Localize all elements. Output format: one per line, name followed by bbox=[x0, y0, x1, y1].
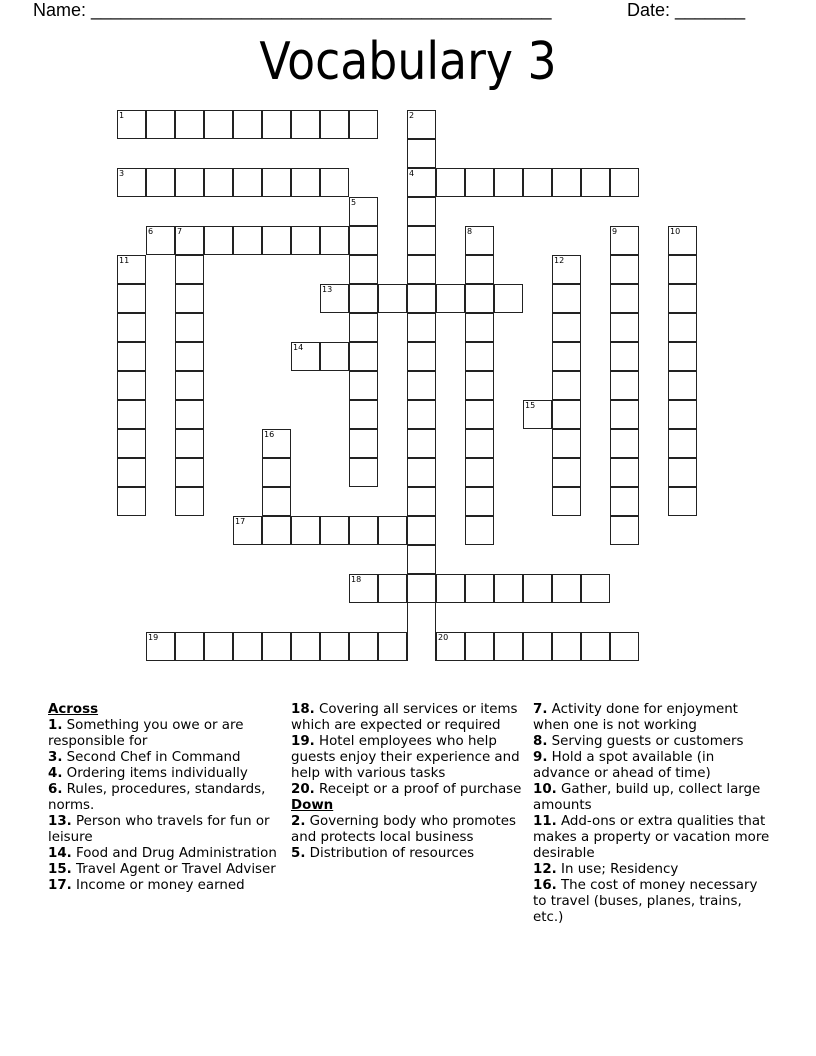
grid-cell[interactable] bbox=[465, 226, 494, 255]
grid-cell[interactable] bbox=[668, 458, 697, 487]
grid-cell[interactable] bbox=[349, 458, 378, 487]
grid-cell[interactable] bbox=[407, 371, 436, 400]
grid-cell[interactable] bbox=[349, 632, 378, 661]
grid-cell[interactable] bbox=[262, 168, 291, 197]
grid-cell[interactable] bbox=[465, 516, 494, 545]
clue-across bbox=[48, 782, 288, 814]
clue-text: Food and Drug Administration bbox=[76, 846, 277, 861]
grid-cell[interactable] bbox=[233, 226, 262, 255]
grid-cell[interactable] bbox=[117, 284, 146, 313]
grid-cell[interactable] bbox=[610, 429, 639, 458]
grid-cell[interactable] bbox=[610, 487, 639, 516]
grid-cell[interactable] bbox=[552, 342, 581, 371]
clue-number: 18. bbox=[291, 702, 315, 717]
clue-number: 7 bbox=[177, 227, 183, 236]
clue-across bbox=[48, 814, 288, 846]
grid-cell[interactable] bbox=[407, 342, 436, 371]
clue-text: In use; Residency bbox=[561, 862, 679, 877]
grid-cell[interactable] bbox=[465, 429, 494, 458]
clue-down bbox=[291, 846, 531, 862]
grid-cell[interactable] bbox=[407, 574, 436, 603]
clue-number: 19. bbox=[291, 734, 315, 749]
grid-cell[interactable] bbox=[407, 400, 436, 429]
clue-text: Receipt or a proof of purchase bbox=[319, 782, 522, 797]
clue-number: 4 bbox=[409, 169, 415, 178]
clue-number: 14. bbox=[48, 846, 72, 861]
grid-cell[interactable] bbox=[117, 255, 146, 284]
grid-cell[interactable] bbox=[465, 371, 494, 400]
grid-cell[interactable] bbox=[610, 516, 639, 545]
grid-cell[interactable] bbox=[175, 168, 204, 197]
grid-cell[interactable] bbox=[175, 458, 204, 487]
grid-cell[interactable] bbox=[668, 226, 697, 255]
clue-number: 1. bbox=[48, 718, 63, 733]
grid-cell[interactable] bbox=[407, 487, 436, 516]
grid-cell[interactable] bbox=[349, 110, 378, 139]
clue-number: 2. bbox=[291, 814, 306, 829]
clue-text: Something you owe or are responsible for bbox=[48, 718, 244, 749]
grid-cell[interactable] bbox=[204, 168, 233, 197]
clue-text: Gather, build up, collect large amounts bbox=[533, 782, 761, 813]
grid-cell[interactable] bbox=[465, 313, 494, 342]
grid-cell[interactable] bbox=[552, 429, 581, 458]
grid-cell[interactable] bbox=[175, 110, 204, 139]
grid-cell[interactable] bbox=[552, 400, 581, 429]
grid-cell[interactable] bbox=[465, 342, 494, 371]
grid-cell[interactable] bbox=[117, 313, 146, 342]
grid-cell[interactable] bbox=[378, 632, 407, 661]
grid-cell[interactable] bbox=[610, 284, 639, 313]
grid-cell[interactable] bbox=[465, 255, 494, 284]
grid-cell[interactable] bbox=[552, 168, 581, 197]
grid-line bbox=[407, 603, 436, 661]
clue-number: 20 bbox=[438, 633, 449, 642]
clue-text: Covering all services or items which are expected or required bbox=[291, 702, 518, 733]
grid-cell[interactable] bbox=[320, 226, 349, 255]
grid-cell[interactable] bbox=[407, 226, 436, 255]
grid-cell[interactable] bbox=[349, 516, 378, 545]
grid-cell[interactable] bbox=[668, 400, 697, 429]
grid-cell[interactable] bbox=[233, 516, 262, 545]
grid-cell[interactable] bbox=[581, 632, 610, 661]
clue-text: Travel Agent or Travel Adviser bbox=[76, 862, 276, 877]
grid-cell[interactable] bbox=[204, 226, 233, 255]
grid-cell[interactable] bbox=[465, 400, 494, 429]
grid-cell[interactable] bbox=[117, 429, 146, 458]
clues-heading: Down bbox=[291, 798, 334, 813]
grid-cell[interactable] bbox=[146, 110, 175, 139]
clue-number: 3. bbox=[48, 750, 63, 765]
grid-cell[interactable] bbox=[291, 342, 320, 371]
clue-number: 17 bbox=[235, 517, 246, 526]
clue-text: The cost of money necessary to travel (buses, planes, trains, etc.) bbox=[533, 878, 758, 925]
grid-cell[interactable] bbox=[610, 313, 639, 342]
clues-heading: Across bbox=[48, 702, 99, 717]
clue-text: Second Chef in Command bbox=[66, 750, 241, 765]
grid-cell[interactable] bbox=[552, 487, 581, 516]
grid-cell[interactable] bbox=[610, 371, 639, 400]
grid-cell[interactable] bbox=[262, 516, 291, 545]
clues-column-3 bbox=[533, 702, 773, 926]
grid-cell[interactable] bbox=[552, 574, 581, 603]
grid-cell[interactable] bbox=[117, 487, 146, 516]
clue-across bbox=[48, 718, 288, 750]
clue-down bbox=[533, 862, 773, 878]
grid-cell[interactable] bbox=[175, 429, 204, 458]
grid-cell[interactable] bbox=[436, 168, 465, 197]
grid-cell[interactable] bbox=[378, 574, 407, 603]
grid-cell[interactable] bbox=[610, 168, 639, 197]
clue-across bbox=[291, 702, 531, 734]
grid-cell[interactable] bbox=[610, 255, 639, 284]
grid-cell[interactable] bbox=[320, 342, 349, 371]
clue-number: 15 bbox=[525, 401, 536, 410]
clue-down bbox=[533, 814, 773, 862]
grid-cell[interactable] bbox=[349, 429, 378, 458]
grid-cell[interactable] bbox=[610, 226, 639, 255]
grid-cell[interactable] bbox=[378, 516, 407, 545]
grid-cell[interactable] bbox=[349, 342, 378, 371]
grid-cell[interactable] bbox=[349, 574, 378, 603]
grid-cell[interactable] bbox=[233, 632, 262, 661]
grid-cell[interactable] bbox=[146, 168, 175, 197]
clue-number: 2 bbox=[409, 111, 415, 120]
clue-text: Income or money earned bbox=[76, 878, 245, 893]
grid-cell[interactable] bbox=[407, 255, 436, 284]
clue-number: 20. bbox=[291, 782, 315, 797]
grid-cell[interactable] bbox=[668, 313, 697, 342]
grid-cell[interactable] bbox=[175, 284, 204, 313]
clue-number: 9 bbox=[612, 227, 618, 236]
grid-cell[interactable] bbox=[233, 110, 262, 139]
clue-number: 13. bbox=[48, 814, 72, 829]
clue-text: Person who travels for fun or leisure bbox=[48, 814, 270, 845]
clue-number: 11 bbox=[119, 256, 130, 265]
grid-cell[interactable] bbox=[320, 516, 349, 545]
grid-cell[interactable] bbox=[523, 574, 552, 603]
grid-cell[interactable] bbox=[320, 110, 349, 139]
clue-number: 8. bbox=[533, 734, 548, 749]
grid-cell[interactable] bbox=[552, 313, 581, 342]
grid-cell[interactable] bbox=[262, 458, 291, 487]
clue-text: Serving guests or customers bbox=[551, 734, 744, 749]
grid-cell[interactable] bbox=[349, 284, 378, 313]
page-title: Vocabulary 3 bbox=[259, 32, 557, 92]
grid-cell[interactable] bbox=[494, 284, 523, 313]
grid-cell[interactable] bbox=[291, 110, 320, 139]
clue-down bbox=[533, 782, 773, 814]
clue-number: 11. bbox=[533, 814, 557, 829]
grid-cell[interactable] bbox=[262, 110, 291, 139]
grid-cell[interactable] bbox=[146, 632, 175, 661]
grid-cell[interactable] bbox=[668, 284, 697, 313]
clue-text: Activity done for enjoyment when one is not working bbox=[533, 702, 738, 733]
clue-number: 5. bbox=[291, 846, 306, 861]
grid-cell[interactable] bbox=[117, 168, 146, 197]
grid-cell[interactable] bbox=[378, 284, 407, 313]
grid-cell[interactable] bbox=[436, 284, 465, 313]
clue-down bbox=[533, 734, 773, 750]
name-field-label: Name: ______________________________________________ bbox=[33, 0, 552, 20]
grid-cell[interactable] bbox=[175, 400, 204, 429]
grid-cell[interactable] bbox=[320, 284, 349, 313]
clue-text: Hotel employees who help guests enjoy their experience and help with various tasks bbox=[291, 734, 520, 781]
grid-cell[interactable] bbox=[117, 400, 146, 429]
grid-cell[interactable] bbox=[668, 487, 697, 516]
grid-cell[interactable] bbox=[523, 632, 552, 661]
grid-cell[interactable] bbox=[407, 429, 436, 458]
clue-number: 10 bbox=[670, 227, 681, 236]
grid-cell[interactable] bbox=[465, 284, 494, 313]
grid-cell[interactable] bbox=[494, 168, 523, 197]
grid-cell[interactable] bbox=[407, 313, 436, 342]
clue-text: Distribution of resources bbox=[309, 846, 475, 861]
grid-cell[interactable] bbox=[581, 574, 610, 603]
grid-cell[interactable] bbox=[407, 284, 436, 313]
clue-across bbox=[291, 734, 531, 782]
clues-column-2 bbox=[291, 702, 531, 862]
clue-number: 16 bbox=[264, 430, 275, 439]
clue-down bbox=[533, 702, 773, 734]
grid-cell[interactable] bbox=[291, 516, 320, 545]
clue-number: 13 bbox=[322, 285, 333, 294]
clue-number: 10. bbox=[533, 782, 557, 797]
grid-cell[interactable] bbox=[436, 574, 465, 603]
grid-cell[interactable] bbox=[175, 226, 204, 255]
grid-cell[interactable] bbox=[610, 342, 639, 371]
grid-cell[interactable] bbox=[465, 487, 494, 516]
grid-cell[interactable] bbox=[175, 632, 204, 661]
grid-cell[interactable] bbox=[349, 400, 378, 429]
grid-cell[interactable] bbox=[581, 168, 610, 197]
clues-column-1 bbox=[48, 702, 288, 894]
clue-across bbox=[291, 782, 531, 798]
grid-cell[interactable] bbox=[117, 342, 146, 371]
grid-cell[interactable] bbox=[610, 632, 639, 661]
grid-cell[interactable] bbox=[407, 139, 436, 168]
grid-cell[interactable] bbox=[117, 371, 146, 400]
grid-cell[interactable] bbox=[175, 487, 204, 516]
grid-cell[interactable] bbox=[407, 110, 436, 139]
clue-across bbox=[48, 862, 288, 878]
clue-number: 7. bbox=[533, 702, 548, 717]
clue-number: 15. bbox=[48, 862, 72, 877]
clue-number: 18 bbox=[351, 575, 362, 584]
clue-number: 5 bbox=[351, 198, 357, 207]
grid-cell[interactable] bbox=[552, 371, 581, 400]
grid-cell[interactable] bbox=[262, 226, 291, 255]
clue-across bbox=[48, 766, 288, 782]
clue-text: Ordering items individually bbox=[66, 766, 248, 781]
grid-cell[interactable] bbox=[320, 632, 349, 661]
clue-number: 12 bbox=[554, 256, 565, 265]
clue-text: Add-ons or extra qualities that makes a property or vacation more desirable bbox=[533, 814, 770, 861]
grid-cell[interactable] bbox=[204, 110, 233, 139]
grid-cell[interactable] bbox=[349, 226, 378, 255]
clue-text: Hold a spot available (in advance or ahead of time) bbox=[533, 750, 715, 781]
grid-cell[interactable] bbox=[610, 458, 639, 487]
grid-cell[interactable] bbox=[494, 574, 523, 603]
grid-cell[interactable] bbox=[349, 197, 378, 226]
clue-down bbox=[291, 814, 531, 846]
grid-cell[interactable] bbox=[407, 545, 436, 574]
clue-number: 8 bbox=[467, 227, 473, 236]
grid-cell[interactable] bbox=[465, 168, 494, 197]
clue-number: 6. bbox=[48, 782, 63, 797]
clue-number: 1 bbox=[119, 111, 125, 120]
clue-number: 9. bbox=[533, 750, 548, 765]
date-field-label: Date: _______ bbox=[627, 0, 746, 20]
grid-cell[interactable] bbox=[349, 313, 378, 342]
grid-cell[interactable] bbox=[175, 371, 204, 400]
clue-across bbox=[48, 878, 288, 894]
clue-number: 4. bbox=[48, 766, 63, 781]
grid-cell[interactable] bbox=[320, 168, 349, 197]
grid-cell[interactable] bbox=[291, 168, 320, 197]
grid-cell[interactable] bbox=[407, 197, 436, 226]
grid-cell[interactable] bbox=[552, 255, 581, 284]
grid-cell[interactable] bbox=[349, 371, 378, 400]
grid-cell[interactable] bbox=[146, 226, 175, 255]
grid-cell[interactable] bbox=[668, 371, 697, 400]
grid-cell[interactable] bbox=[117, 110, 146, 139]
clue-number: 12. bbox=[533, 862, 557, 877]
grid-cell[interactable] bbox=[262, 429, 291, 458]
clue-number: 3 bbox=[119, 169, 125, 178]
clue-number: 16. bbox=[533, 878, 557, 893]
grid-cell[interactable] bbox=[349, 255, 378, 284]
grid-cell[interactable] bbox=[407, 458, 436, 487]
grid-cell[interactable] bbox=[291, 632, 320, 661]
grid-cell[interactable] bbox=[610, 400, 639, 429]
clue-across bbox=[48, 750, 288, 766]
grid-cell[interactable] bbox=[233, 168, 262, 197]
grid-cell[interactable] bbox=[117, 458, 146, 487]
grid-cell[interactable] bbox=[465, 632, 494, 661]
grid-cell[interactable] bbox=[552, 458, 581, 487]
grid-cell[interactable] bbox=[668, 342, 697, 371]
grid-cell[interactable] bbox=[523, 168, 552, 197]
clue-text: Rules, procedures, standards, norms. bbox=[48, 782, 266, 813]
grid-cell[interactable] bbox=[175, 313, 204, 342]
grid-cell[interactable] bbox=[175, 255, 204, 284]
clue-number: 6 bbox=[148, 227, 154, 236]
grid-cell[interactable] bbox=[175, 342, 204, 371]
grid-cell[interactable] bbox=[291, 226, 320, 255]
grid-cell[interactable] bbox=[552, 284, 581, 313]
grid-cell[interactable] bbox=[465, 458, 494, 487]
grid-cell[interactable] bbox=[668, 255, 697, 284]
clue-down bbox=[533, 878, 773, 926]
clue-text: Governing body who promotes and protects local business bbox=[291, 814, 516, 845]
grid-cell[interactable] bbox=[204, 632, 233, 661]
grid-cell[interactable] bbox=[262, 487, 291, 516]
grid-cell[interactable] bbox=[407, 168, 436, 197]
clue-across bbox=[48, 846, 288, 862]
clue-number: 19 bbox=[148, 633, 159, 642]
clue-number: 14 bbox=[293, 343, 304, 352]
grid-cell[interactable] bbox=[494, 632, 523, 661]
grid-cell[interactable] bbox=[407, 516, 436, 545]
clue-number: 17. bbox=[48, 878, 72, 893]
grid-cell[interactable] bbox=[523, 400, 552, 429]
grid-cell[interactable] bbox=[262, 632, 291, 661]
grid-cell[interactable] bbox=[668, 429, 697, 458]
grid-cell[interactable] bbox=[465, 574, 494, 603]
grid-cell[interactable] bbox=[552, 632, 581, 661]
grid-cell[interactable] bbox=[436, 632, 465, 661]
clue-down bbox=[533, 750, 773, 782]
